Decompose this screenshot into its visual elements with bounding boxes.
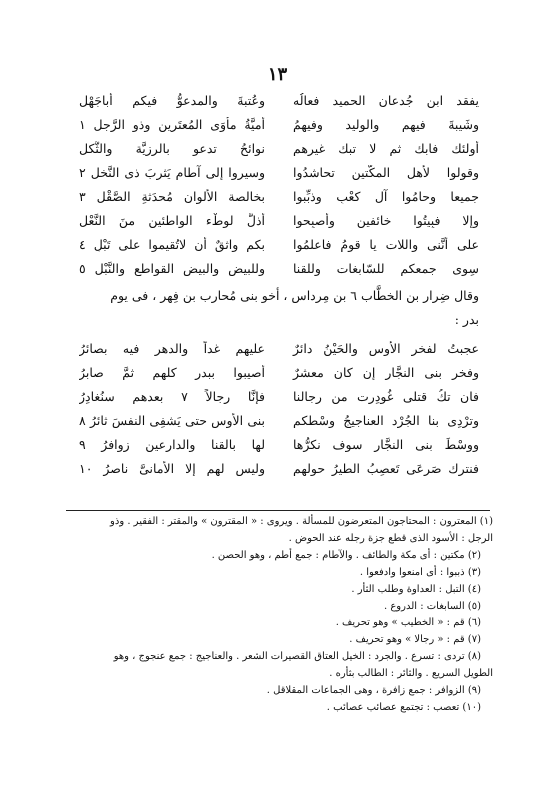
verse-first-hemistich: يفقد ابن جُدعان الحميد فعالُه bbox=[293, 92, 479, 108]
footnote-line: (١٠) تعصب : تجتمع عصائب عصائب . bbox=[326, 701, 481, 713]
prose-line: بدر : bbox=[454, 312, 479, 327]
verse-first-hemistich: سِوى جمعكم للسّابغات وللقنا bbox=[293, 260, 479, 276]
verse-line bbox=[79, 232, 479, 256]
footnote-line: (٣) ذببوا : أى امنعوا وادفعوا . bbox=[359, 566, 481, 578]
poem-stanza-2 bbox=[79, 336, 479, 480]
verse-first-hemistich: أولئك فابك ثم لا تبك غيرهم bbox=[293, 140, 479, 156]
verse-first-hemistich: فنترك صَرعَى تَعصِبُ الطيرُ حولهم bbox=[293, 460, 479, 476]
verse-line bbox=[79, 408, 479, 432]
verse-second-hemistich: أُصيبوا ببدرٍ كلهم ثمَّ صابرُ bbox=[79, 364, 265, 380]
poem-stanza-1 bbox=[79, 88, 479, 280]
verse-second-hemistich: وسيروا إلى آطام يَثرِبَ ذى النَّخل ٢ bbox=[79, 164, 265, 180]
verse-line bbox=[79, 256, 479, 280]
verse-second-hemistich: بكم واثقٌ أن لاتُقيموا على تَبْلٍ ٤ bbox=[79, 236, 265, 252]
footnote-line: (٢) مكتين : أى مكة والطائف . والآطام : جمع أطم ، وهو الحصن . bbox=[211, 549, 481, 561]
verse-first-hemistich: على أنَّنى واللات يا قومُ فاعلمُوا bbox=[293, 236, 479, 252]
verse-second-hemistich: بنى الأوس حتى يَشفِى النفسَ ثائرُ ٨ bbox=[79, 412, 265, 428]
verse-second-hemistich: لها بالقنا والدارعين زوافرُ ٩ bbox=[79, 436, 265, 452]
footnote-line: (٦) قم : « الخطيب » وهو تحريف . bbox=[335, 617, 481, 629]
footnote-line: الطويل السريع . والثائر : الطالب بثأره . bbox=[329, 668, 493, 680]
verse-first-hemistich: وإلا فبِيتُوا خائفين وأصبِحوا bbox=[293, 212, 479, 228]
footnote-line: (١) المعترون : المحتاجون المتعرضون للمسألة . ويروى : « المقترون » والمقتر : الفقير . وذو bbox=[110, 516, 493, 527]
verse-line bbox=[79, 88, 479, 112]
verse-line bbox=[79, 360, 479, 384]
verse-first-hemistich: وفخر بنى النجَّار إن كان معشرٌ bbox=[293, 364, 479, 380]
prose-line: وقال ضِرار بن الخطَّاب ٦ بن مِرداس ، أخو بنى مُحارب بن فِهر ، فى يوم bbox=[110, 288, 479, 303]
verse-line bbox=[79, 208, 479, 232]
footnote-line: (٧) قم : « رجالا » وهو تحريف . bbox=[349, 634, 481, 646]
verse-second-hemistich: أذلَّ لوطْء الواطئين منَ النَّعْل bbox=[79, 212, 265, 228]
verse-second-hemistich: عليهم غداً والدهر فيه بصائرُ bbox=[79, 340, 265, 356]
verse-second-hemistich: فإنَّا رجالاً ٧ بعدهم سنُغادِرُ bbox=[79, 388, 265, 404]
footnote-line: (٤) التبل : العداوة وطلب الثأر . bbox=[351, 583, 481, 595]
verse-second-hemistich: وليس لهم إلا الأمانىَّ ناصرُ ١٠ bbox=[79, 460, 265, 476]
verse-line bbox=[79, 112, 479, 136]
footnote-divider bbox=[66, 510, 490, 511]
verse-first-hemistich: عجبتُ لفخر الأوس والحَيْنُ دائرٌ bbox=[293, 340, 479, 356]
verse-line bbox=[79, 456, 479, 480]
footnotes bbox=[61, 514, 493, 717]
verse-second-hemistich: وعُتبةَ والمدعوُّ فيكم أباجَهْل bbox=[79, 92, 265, 108]
verse-second-hemistich: أُميَّةُ مأْوَى المُعتَرين وذو الرَّجل ١ bbox=[79, 116, 265, 132]
footnote-line: (٨) تردى : تسرع . والجرد : الخيل العتاق القصيرات الشعر . والعناجيج : جمع عنجوج ، وهو bbox=[113, 651, 481, 663]
verse-first-hemistich: وشَيبةَ فيهم والوليد وفيهمُ bbox=[293, 116, 479, 132]
footnote-line: (٥) السابغات : الدروع . bbox=[383, 600, 481, 612]
page-number: ١٣ bbox=[267, 64, 288, 85]
verse-line bbox=[79, 184, 479, 208]
verse-first-hemistich: جميعا وحامُوا آل كعْبٍ وذبِّبوا bbox=[293, 188, 479, 204]
footnote-line: الرجل : الأسود الذى قطع جزة رجله عند الحوض . bbox=[288, 532, 493, 544]
verse-second-hemistich: بخالصة الألوان مُحدَثةِ الصَّقْل ٣ bbox=[79, 188, 265, 204]
verse-line bbox=[79, 160, 479, 184]
verse-first-hemistich: فان تكُ قتلى غُودِرت من رجالنا bbox=[293, 388, 479, 404]
verse-first-hemistich: ووسْطَ بنى النجَّار سوف نكرُّها bbox=[293, 436, 479, 452]
verse-line bbox=[79, 432, 479, 456]
verse-first-hemistich: وقولوا لأهل المكَّتين تحاشدُوا bbox=[293, 164, 479, 180]
verse-line bbox=[79, 136, 479, 160]
verse-second-hemistich: نوائحُ تدعو بالرزيَّة والثُّكل bbox=[79, 140, 265, 156]
verse-first-hemistich: وترْدِى بنا الجُرْد العناجيجُ وسْطكم bbox=[293, 412, 479, 428]
verse-line bbox=[79, 336, 479, 360]
footnote-line: (٩) الزوافر : جمع زافرة ، وهى الجماعات المقلاقل . bbox=[266, 685, 481, 697]
verse-line bbox=[79, 384, 479, 408]
verse-second-hemistich: وللبيض والبيض القواطع والنَّبْل ٥ bbox=[79, 260, 265, 276]
